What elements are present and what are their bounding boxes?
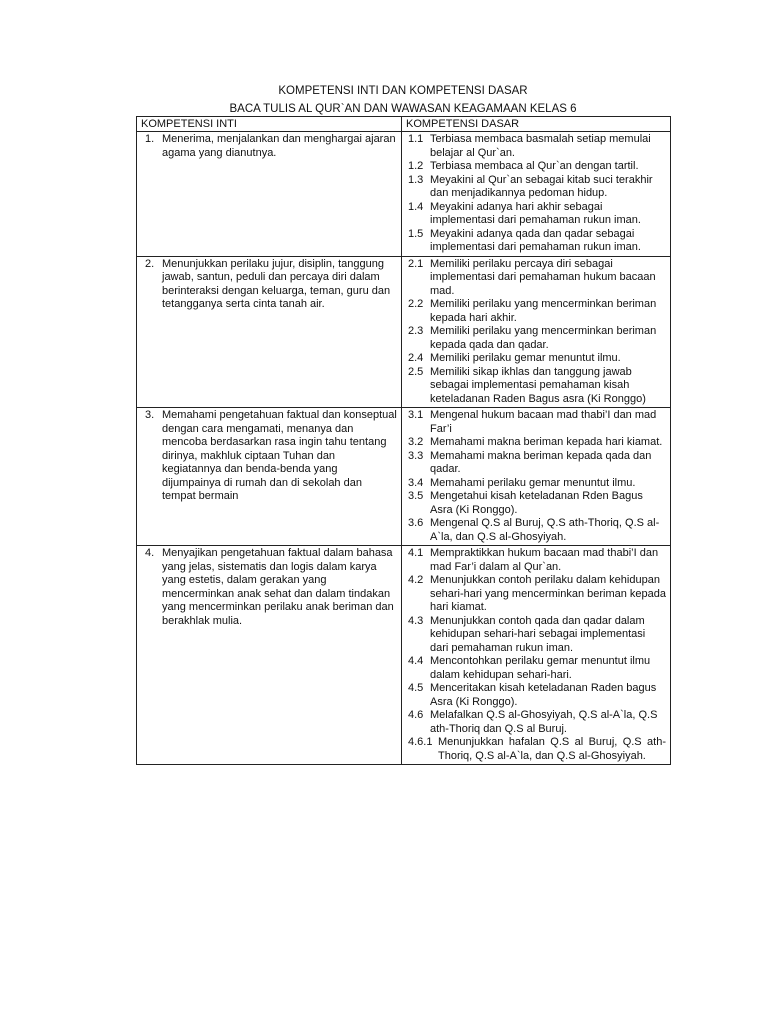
kd-number: 1.2 [408,160,424,172]
header-kompetensi-inti: KOMPETENSI INTI [137,117,402,132]
kd-number: 4.1 [408,547,424,559]
kd-text: Menunjukkan hafalan Q.S al Buruj, Q.S ath-Thoriq, Q.S al-A`la, dan Q.S al-Ghosyiyah. [438,736,666,762]
kd-item [408,547,666,574]
document-title: KOMPETENSI INTI DAN KOMPETENSI DASAR [278,85,528,97]
kd-item [408,655,666,682]
kd-cell [402,546,671,765]
kd-number: 3.1 [408,409,424,421]
document-subtitle: BACA TULIS AL QUR`AN DAN WAWASAN KEAGAMAAN KELAS 6 [229,103,577,115]
kd-text: Memahami perilaku gemar menuntut ilmu. [430,476,636,489]
kd-number: 3.2 [408,436,424,448]
kd-text: Mencontohkan perilaku gemar menuntut ilmu dalam kehidupan sehari-hari. [430,655,651,681]
ki-cell [137,132,402,257]
kd-number: 2.4 [408,352,424,364]
kd-text: Mengenal hukum bacaan mad thabi’I dan mad Far’i [430,409,657,435]
ki-text: Menyajikan pengetahuan faktual dalam bahasa yang jelas, sistematis dan logis dalam karya yang estetis, dalam gerakan yang mencerminkan anak sehat dan dalam tindakan yang mencerminkan perilaku anak beriman dan berakhlak mulia. [162,547,394,627]
kd-number: 1.5 [408,227,424,240]
competency-table [136,116,671,765]
ki-text: Menerima, menjalankan dan menghargai ajaran agama yang dianutnya. [162,133,396,159]
kd-item [408,174,666,201]
ki-number: 3. [145,409,155,421]
kd-cell [402,256,671,408]
kd-text: Memahami makna beriman kepada hari kiamat. [430,436,663,448]
kd-text: Memiliki perilaku gemar menuntut ilmu. [430,352,621,364]
kd-number: 2.3 [408,325,424,337]
kd-item [408,477,666,491]
ki-number: 1. [145,133,155,145]
kd-number: 1.4 [408,200,424,213]
kd-text: Meyakini adanya qada dan qadar sebagai implementasi dari pemahaman rukun iman. [430,227,641,253]
kd-text: Menunjukkan contoh perilaku dalam kehidupan sehari-hari yang mencerminkan beriman kepada hari kiamat. [430,574,667,613]
table-row [137,408,671,546]
ki-item [145,133,397,160]
kd-number: 4.5 [408,682,424,694]
kd-item [408,450,666,477]
kd-text: Meyakini adanya hari akhir sebagai implementasi dari pemahaman rukun iman. [430,200,641,226]
kd-text: Memiliki perilaku percaya diri sebagai implementasi dari pemahaman hukum bacaan mad. [430,257,656,297]
kd-item [408,490,666,517]
kd-item [408,736,666,763]
table-row [137,132,671,257]
kd-number: 3.4 [408,476,424,489]
table-header-row [137,117,671,132]
kd-number: 4.2 [408,574,424,586]
kd-item [408,682,666,709]
kd-text: Terbiasa membaca al Qur`an dengan tartil. [430,160,639,172]
kd-text: Menunjukkan contoh qada dan qadar dalam kehidupan sehari-hari sebagai implementasi dari pemahaman rukun iman. [430,614,646,654]
kd-text: Mengenal Q.S al Buruj, Q.S ath-Thoriq, Q.S al-A`la, dan Q.S al-Ghosyiyah. [430,517,660,543]
kd-text: Meyakini al Qur`an sebagai kitab suci terakhir dan menjadikannya pedoman hidup. [430,173,653,199]
ki-number: 2. [145,257,155,270]
kd-item [408,228,666,255]
kd-number: 1.3 [408,173,424,186]
table-row [137,546,671,765]
kd-text: Mempraktikkan hukum bacaan mad thabi’I dan mad Far’i dalam al Qur`an. [430,547,659,573]
ki-item [145,258,397,312]
kd-number: 3.5 [408,490,424,502]
ki-number: 4. [145,547,155,559]
kd-text: Memahami makna beriman kepada qada dan qadar. [430,449,652,475]
kd-item [408,258,666,299]
kd-item [408,352,666,366]
kd-item [408,517,666,544]
ki-text: Memahami pengetahuan faktual dan konseptual dengan cara mengamati, menanya dan mencoba berdasarkan rasa ingin tahu tentang dirinya, makhluk ciptaan Tuhan dan kegiatannya dan benda-benda yang dijumpainya di rumah dan di sekolah dan tempat bermain [162,409,397,502]
kd-text: Memiliki perilaku yang mencerminkan beriman kepada qada dan qadar. [430,325,657,351]
kd-number: 4.6.1 [408,736,433,748]
kd-number: 2.1 [408,257,424,270]
table-row [137,256,671,408]
kd-number: 4.6 [408,709,424,721]
kd-item [408,615,666,656]
ki-cell [137,408,402,546]
kd-number: 2.2 [408,298,424,310]
ki-cell [137,546,402,765]
ki-cell [137,256,402,408]
kd-item [408,709,666,736]
kd-item [408,366,666,407]
kd-number: 3.3 [408,449,424,462]
kd-cell [402,132,671,257]
ki-item [145,547,397,628]
kd-item [408,574,666,615]
kd-number: 4.4 [408,655,424,667]
kd-number: 4.3 [408,614,424,627]
document-title-block [136,82,670,118]
kd-number: 3.6 [408,517,424,529]
kd-item [408,133,666,160]
kd-number: 2.5 [408,365,424,378]
kd-item [408,409,666,436]
kd-text: Menceritakan kisah keteladanan Raden bagus Asra (Ki Ronggo). [430,682,657,708]
kd-item [408,325,666,352]
kd-text: Memiliki sikap ikhlas dan tanggung jawab sebagai implementasi pemahaman kisah keteladanan Raden Bagus asra (Ki Ronggo) [430,365,646,405]
kd-text: Mengetahui kisah keteladanan Rden Bagus Asra (Ki Ronggo). [430,490,643,516]
kd-number: 1.1 [408,133,424,145]
kd-cell [402,408,671,546]
ki-text: Menunjukkan perilaku jujur, disiplin, tanggung jawab, santun, peduli dan percaya diri dalam berinteraksi dengan keluarga, teman, guru dan tetangganya serta cinta tanah air. [162,257,391,310]
kd-item [408,436,666,450]
kd-text: Terbiasa membaca basmalah setiap memulai belajar al Qur`an. [430,133,651,159]
kd-text: Melafalkan Q.S al-Ghosyiyah, Q.S al-A`la, Q.S ath-Thoriq dan Q.S al Buruj. [430,709,658,735]
header-kompetensi-dasar: KOMPETENSI DASAR [402,117,671,132]
kd-item [408,160,666,174]
kd-item [408,201,666,228]
kd-item [408,298,666,325]
ki-item [145,409,397,504]
kd-text: Memiliki perilaku yang mencerminkan beriman kepada hari akhir. [430,298,657,324]
